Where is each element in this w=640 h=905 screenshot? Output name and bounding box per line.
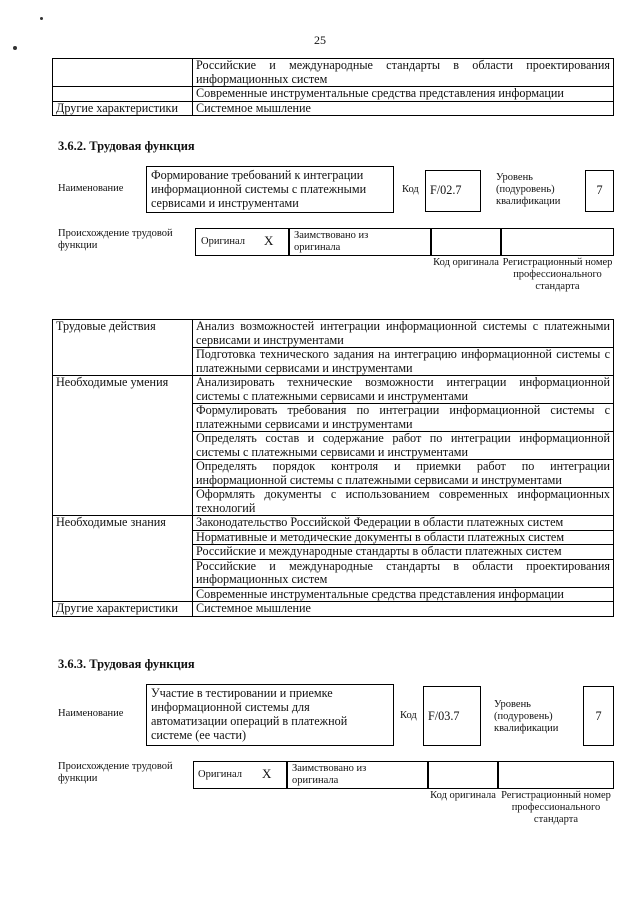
original-mark: X [264,233,274,248]
code-value-box: F/03.7 [423,686,481,746]
code-original-label: Код оригинала [430,790,496,801]
table-row [53,87,614,102]
name-label: Наименование [58,183,124,194]
table-cell: Оформлять документы с использованием современных информационных технологий [193,488,614,516]
original-mark: X [262,766,272,781]
level-value-box: 7 [583,686,614,746]
section-heading: 3.6.3. Трудовая функция [58,657,195,671]
table-cell-right: Современные инструментальные средства представления информации [193,87,614,102]
table-row [53,516,614,531]
table-cell: Формулировать требования по интеграции информационной системы с платежными сервисами и инструментами [193,404,614,432]
table-cell-right: Российские и международные стандарты в области проектирования информационных систем [193,59,614,87]
table-cell: Подготовка технического задания на интеграцию информационной системы с платежными сервисами и инструментами [193,348,614,376]
table-row [53,59,614,87]
table-row [53,602,614,617]
table-cell: Российские и международные стандарты в области платежных систем [193,545,614,560]
table-cell-right: Системное мышление [193,101,614,116]
function-name-box: Участие в тестировании и приемке информационной системы для автоматизации операций в платежной системе (ее части) [146,684,394,746]
reg-number-label: Регистрационный номер профессионального стандарта [502,257,613,292]
table-cell-left [53,87,193,102]
borrowed-label: Заимствовано из оригинала [294,230,369,253]
row-group-label: Трудовые действия [53,320,193,376]
main-table [52,319,614,617]
level-label: Уровень (подуровень) квалификации [494,699,559,734]
section-heading: 3.6.2. Трудовая функция [58,139,195,153]
code-label: Код [400,710,417,721]
table-cell: Анализ возможностей интеграции информационной системы с платежными сервисами и инструментами [193,320,614,348]
page-number: 25 [314,33,326,47]
table-cell-left: Другие характеристики [53,101,193,116]
reg-number-label: Регистрационный номер профессионального стандарта [501,790,611,825]
row-group-label: Другие характеристики [53,602,193,617]
table-cell: Анализировать технические возможности интеграции информационной системы с платежными сервисами и инструментами [193,376,614,404]
code-value-box: F/02.7 [425,170,481,212]
row-group-label: Необходимые знания [53,516,193,602]
original-label: Оригинал [198,769,242,780]
scan-speck [40,17,43,20]
level-value-box: 7 [585,170,614,212]
top-table [52,58,614,116]
table-cell: Системное мышление [193,602,614,617]
code-original-cell [428,761,498,789]
table-cell: Определять состав и содержание работ по интеграции информационной системы с платежными сервисами и инструментами [193,432,614,460]
table-row [53,376,614,404]
original-label: Оригинал [201,236,245,247]
table-cell: Определять порядок контроля и приемки работ по интеграции информационной системы с платежными сервисами и инструментами [193,460,614,488]
code-original-cell [431,228,501,256]
origin-label: Происхождение трудовой функции [58,761,173,784]
table-cell: Нормативные и методические документы в области платежных систем [193,530,614,545]
origin-label: Происхождение трудовой функции [58,228,173,251]
function-name-box: Формирование требований к интеграции информационной системы с платежными сервисами и инструментами [146,166,394,213]
table-cell-left [53,59,193,87]
table-cell: Современные инструментальные средства представления информации [193,587,614,602]
table-cell: Законодательство Российской Федерации в области платежных систем [193,516,614,531]
reg-number-cell [498,761,614,789]
table-row [53,101,614,116]
borrowed-label: Заимствовано из оригинала [292,763,367,786]
reg-number-cell [501,228,614,256]
level-label: Уровень (подуровень) квалификации [496,172,561,207]
code-original-label: Код оригинала [433,257,499,268]
table-row [53,320,614,348]
table-cell: Российские и международные стандарты в области проектирования информационных систем [193,559,614,587]
row-group-label: Необходимые умения [53,376,193,516]
code-label: Код [402,184,419,195]
name-label: Наименование [58,708,124,719]
